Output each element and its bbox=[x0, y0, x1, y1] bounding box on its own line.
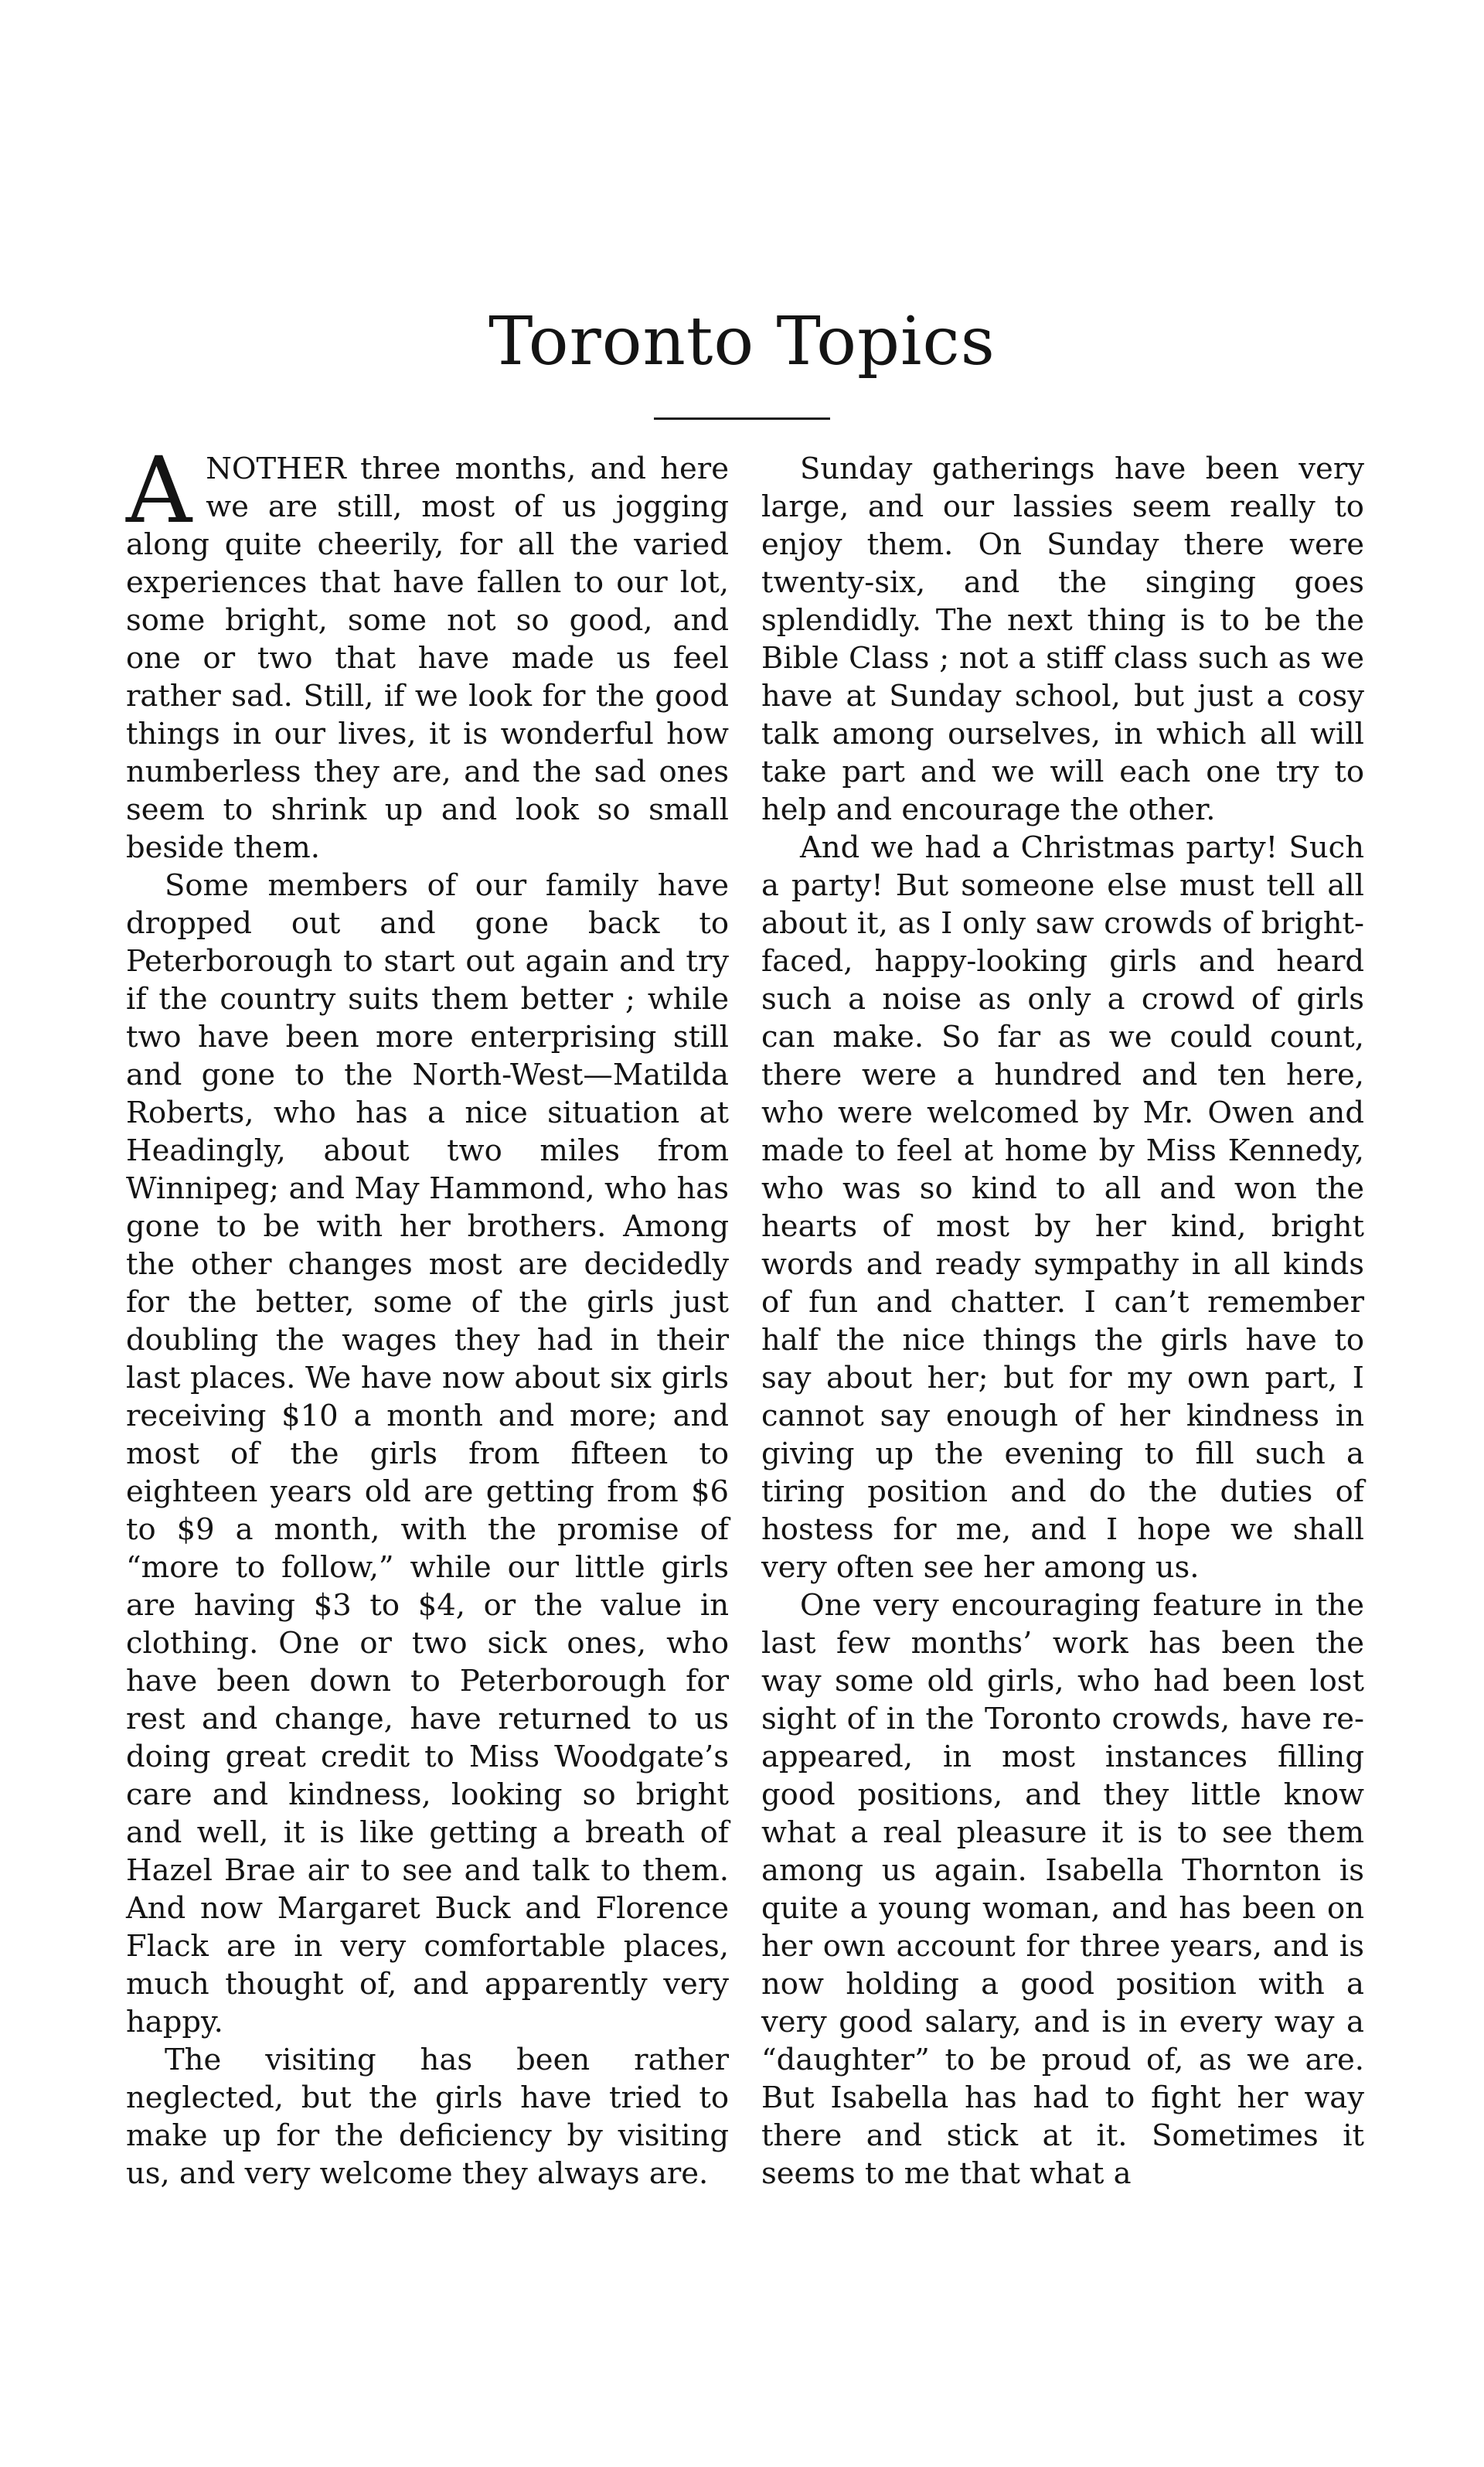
left-column bbox=[126, 437, 729, 2193]
paragraph: The visiting has been rather neglected, but the girls have tried to make up for the deficiency by visiting us, and very welcome they always are. bbox=[126, 2043, 729, 2191]
page-title: Toronto Topics bbox=[488, 303, 996, 380]
paragraph: One very encouraging feature in the last few months’ work has been the way some old girls, who had been lost sight of in the Toronto crowds, have re-appeared, in most instances filling good positions, and they little know what a real pleasure it is to see them among us again. Isabella Thornton is quite a young woman, and has been on her own account for three years, and is now holding a good position with a very good salary, and is in every way a “daughter” to be proud of, as we are. But Isabella has had to fight her way there and stick at it. Sometimes it seems to me that what a bbox=[761, 1588, 1364, 2191]
drop-cap: A bbox=[126, 437, 192, 543]
right-column bbox=[761, 450, 1364, 2193]
paragraph: Some members of our family have dropped out and gone back to Peterborough to start out again and try if the country suits them better ; while two have been more enterprising still and gone to the North-West—Matilda Roberts, who has a nice situation at Headingly, about two miles from Winnipeg; and May Hammond, who has gone to be with her brothers. Among the other changes most are decidedly for the better, some of the girls just doubling the wages they had in their last places. We have now about six girls receiving $10 a month and more; and most of the girls from fifteen to eighteen years old are getting from $6 to $9 a month, with the promise of “more to follow,” while our little girls are having $3 to $4, or the value in clothing. One or two sick ones, who have been down to Peterborough for rest and change, have returned to us doing great credit to Miss Woodgate’s care and kindness, looking so bright and well, it is like getting a breath of Hazel Brae air to see and talk to them. And now Margaret Buck and Florence Flack are in very comfortable places, much thought of, and apparently very happy. bbox=[126, 868, 729, 2039]
title-divider bbox=[654, 417, 830, 420]
paragraph: Sunday gatherings have been very large, and our lassies seem really to enjoy them. On Sunday there were twenty-six, and the singing goes splendidly. The next thing is to be the Bible Class ; not a stiff class such as we have at Sunday school, but just a cosy talk among ourselves, in which all will take part and we will each one try to help and encourage the other. bbox=[761, 451, 1364, 827]
paragraph bbox=[126, 437, 729, 867]
paragraph: And we had a Christmas party! Such a party! But someone else must tell all about it, as I only saw crowds of bright-faced, happy-looking girls and heard such a noise as only a crowd of girls can make. So far as we could count, there were a hundred and ten here, who were welcomed by Mr. Owen and made to feel at home by Miss Kennedy, who was so kind to all and won the hearts of most by her kind, bright words and ready sympathy in all kinds of fun and chatter. I can’t remember half the nice things the girls have to say about her; but for my own part, I cannot say enough of her kindness in giving up the evening to fill such a tiring position and do the duties of hostess for me, and I hope we shall very often see her among us. bbox=[761, 830, 1364, 1585]
lead-word: NOTHER bbox=[206, 451, 346, 486]
paragraph-text: three months, and here we are still, most of us jogging along quite cheerily, for all the varied experiences that have fallen to our lot, some bright, some not so good, and one or two that have made us feel rather sad. Still, if we look for the good things in our lives, it is wonderful how numberless they are, and the sad ones seem to shrink up and look so small beside them. bbox=[126, 451, 729, 865]
